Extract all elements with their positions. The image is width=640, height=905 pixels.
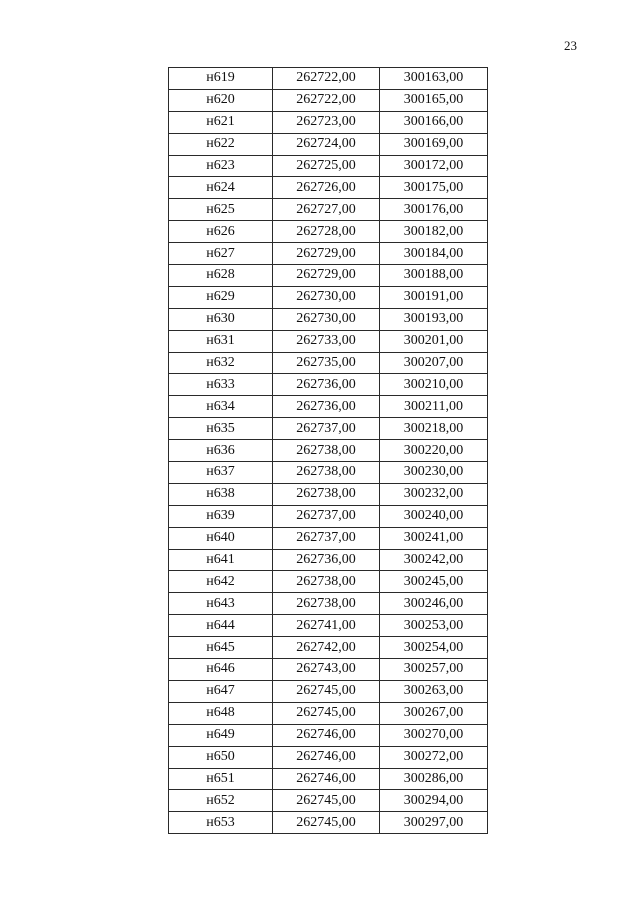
- y-coordinate-cell: 300176,00: [380, 199, 488, 221]
- x-coordinate-cell: 262736,00: [273, 396, 380, 418]
- point-id-cell: н637: [169, 462, 273, 484]
- x-coordinate-cell: 262745,00: [273, 790, 380, 812]
- y-coordinate-cell: 300165,00: [380, 89, 488, 111]
- y-coordinate-cell: 300184,00: [380, 243, 488, 265]
- y-coordinate-cell: 300270,00: [380, 724, 488, 746]
- table-row: [169, 637, 488, 659]
- y-coordinate-cell: 300245,00: [380, 571, 488, 593]
- x-coordinate-cell: 262738,00: [273, 571, 380, 593]
- x-coordinate-cell: 262737,00: [273, 527, 380, 549]
- point-id-cell: н643: [169, 593, 273, 615]
- y-coordinate-cell: 300182,00: [380, 221, 488, 243]
- x-coordinate-cell: 262722,00: [273, 89, 380, 111]
- table-row: [169, 68, 488, 90]
- y-coordinate-cell: 300267,00: [380, 702, 488, 724]
- x-coordinate-cell: 262738,00: [273, 483, 380, 505]
- x-coordinate-cell: 262741,00: [273, 615, 380, 637]
- table-row: [169, 702, 488, 724]
- x-coordinate-cell: 262736,00: [273, 549, 380, 571]
- point-id-cell: н640: [169, 527, 273, 549]
- point-id-cell: н642: [169, 571, 273, 593]
- point-id-cell: н639: [169, 505, 273, 527]
- x-coordinate-cell: 262724,00: [273, 133, 380, 155]
- table-row: [169, 462, 488, 484]
- table-row: [169, 199, 488, 221]
- point-id-cell: н631: [169, 330, 273, 352]
- table-row: [169, 440, 488, 462]
- table-row: [169, 812, 488, 834]
- point-id-cell: н620: [169, 89, 273, 111]
- x-coordinate-cell: 262729,00: [273, 243, 380, 265]
- y-coordinate-cell: 300172,00: [380, 155, 488, 177]
- point-id-cell: н650: [169, 746, 273, 768]
- y-coordinate-cell: 300188,00: [380, 265, 488, 287]
- x-coordinate-cell: 262738,00: [273, 440, 380, 462]
- y-coordinate-cell: 300286,00: [380, 768, 488, 790]
- table-row: [169, 680, 488, 702]
- y-coordinate-cell: 300220,00: [380, 440, 488, 462]
- x-coordinate-cell: 262742,00: [273, 637, 380, 659]
- x-coordinate-cell: 262737,00: [273, 505, 380, 527]
- y-coordinate-cell: 300294,00: [380, 790, 488, 812]
- x-coordinate-cell: 262746,00: [273, 768, 380, 790]
- point-id-cell: н648: [169, 702, 273, 724]
- table-row: [169, 659, 488, 681]
- y-coordinate-cell: 300241,00: [380, 527, 488, 549]
- point-id-cell: н625: [169, 199, 273, 221]
- x-coordinate-cell: 262743,00: [273, 659, 380, 681]
- table-row: [169, 615, 488, 637]
- x-coordinate-cell: 262738,00: [273, 462, 380, 484]
- point-id-cell: н626: [169, 221, 273, 243]
- point-id-cell: н634: [169, 396, 273, 418]
- y-coordinate-cell: 300263,00: [380, 680, 488, 702]
- table-row: [169, 352, 488, 374]
- point-id-cell: н641: [169, 549, 273, 571]
- table-row: [169, 330, 488, 352]
- table-row: [169, 221, 488, 243]
- table-row: [169, 593, 488, 615]
- point-id-cell: н633: [169, 374, 273, 396]
- y-coordinate-cell: 300253,00: [380, 615, 488, 637]
- x-coordinate-cell: 262725,00: [273, 155, 380, 177]
- y-coordinate-cell: 300240,00: [380, 505, 488, 527]
- table-row: [169, 243, 488, 265]
- table-row: [169, 418, 488, 440]
- table-row: [169, 133, 488, 155]
- point-id-cell: н630: [169, 308, 273, 330]
- table-row: [169, 111, 488, 133]
- x-coordinate-cell: 262735,00: [273, 352, 380, 374]
- y-coordinate-cell: 300193,00: [380, 308, 488, 330]
- y-coordinate-cell: 300272,00: [380, 746, 488, 768]
- point-id-cell: н622: [169, 133, 273, 155]
- x-coordinate-cell: 262733,00: [273, 330, 380, 352]
- y-coordinate-cell: 300218,00: [380, 418, 488, 440]
- coordinates-table-body: [169, 68, 488, 834]
- x-coordinate-cell: 262722,00: [273, 68, 380, 90]
- x-coordinate-cell: 262746,00: [273, 746, 380, 768]
- table-row: [169, 177, 488, 199]
- point-id-cell: н635: [169, 418, 273, 440]
- y-coordinate-cell: 300232,00: [380, 483, 488, 505]
- table-row: [169, 527, 488, 549]
- y-coordinate-cell: 300230,00: [380, 462, 488, 484]
- y-coordinate-cell: 300175,00: [380, 177, 488, 199]
- point-id-cell: н624: [169, 177, 273, 199]
- table-row: [169, 724, 488, 746]
- x-coordinate-cell: 262746,00: [273, 724, 380, 746]
- point-id-cell: н651: [169, 768, 273, 790]
- table-row: [169, 89, 488, 111]
- point-id-cell: н647: [169, 680, 273, 702]
- x-coordinate-cell: 262723,00: [273, 111, 380, 133]
- table-row: [169, 308, 488, 330]
- y-coordinate-cell: 300254,00: [380, 637, 488, 659]
- y-coordinate-cell: 300257,00: [380, 659, 488, 681]
- y-coordinate-cell: 300191,00: [380, 286, 488, 308]
- point-id-cell: н652: [169, 790, 273, 812]
- y-coordinate-cell: 300211,00: [380, 396, 488, 418]
- x-coordinate-cell: 262737,00: [273, 418, 380, 440]
- table-row: [169, 746, 488, 768]
- table-row: [169, 549, 488, 571]
- x-coordinate-cell: 262745,00: [273, 680, 380, 702]
- point-id-cell: н628: [169, 265, 273, 287]
- x-coordinate-cell: 262727,00: [273, 199, 380, 221]
- point-id-cell: н646: [169, 659, 273, 681]
- table-row: [169, 571, 488, 593]
- y-coordinate-cell: 300246,00: [380, 593, 488, 615]
- table-row: [169, 790, 488, 812]
- x-coordinate-cell: 262745,00: [273, 812, 380, 834]
- point-id-cell: н629: [169, 286, 273, 308]
- y-coordinate-cell: 300297,00: [380, 812, 488, 834]
- y-coordinate-cell: 300166,00: [380, 111, 488, 133]
- y-coordinate-cell: 300169,00: [380, 133, 488, 155]
- x-coordinate-cell: 262729,00: [273, 265, 380, 287]
- point-id-cell: н653: [169, 812, 273, 834]
- x-coordinate-cell: 262730,00: [273, 308, 380, 330]
- table-row: [169, 155, 488, 177]
- point-id-cell: н638: [169, 483, 273, 505]
- x-coordinate-cell: 262745,00: [273, 702, 380, 724]
- point-id-cell: н636: [169, 440, 273, 462]
- point-id-cell: н621: [169, 111, 273, 133]
- point-id-cell: н619: [169, 68, 273, 90]
- point-id-cell: н644: [169, 615, 273, 637]
- x-coordinate-cell: 262738,00: [273, 593, 380, 615]
- x-coordinate-cell: 262730,00: [273, 286, 380, 308]
- point-id-cell: н649: [169, 724, 273, 746]
- y-coordinate-cell: 300210,00: [380, 374, 488, 396]
- table-row: [169, 265, 488, 287]
- x-coordinate-cell: 262736,00: [273, 374, 380, 396]
- table-row: [169, 505, 488, 527]
- coordinates-table: [168, 67, 488, 834]
- table-row: [169, 374, 488, 396]
- table-row: [169, 286, 488, 308]
- y-coordinate-cell: 300163,00: [380, 68, 488, 90]
- y-coordinate-cell: 300207,00: [380, 352, 488, 374]
- y-coordinate-cell: 300201,00: [380, 330, 488, 352]
- x-coordinate-cell: 262726,00: [273, 177, 380, 199]
- table-row: [169, 396, 488, 418]
- point-id-cell: н627: [169, 243, 273, 265]
- table-row: [169, 483, 488, 505]
- point-id-cell: н632: [169, 352, 273, 374]
- page-number: 23: [564, 38, 577, 53]
- x-coordinate-cell: 262728,00: [273, 221, 380, 243]
- table-row: [169, 768, 488, 790]
- point-id-cell: н623: [169, 155, 273, 177]
- y-coordinate-cell: 300242,00: [380, 549, 488, 571]
- point-id-cell: н645: [169, 637, 273, 659]
